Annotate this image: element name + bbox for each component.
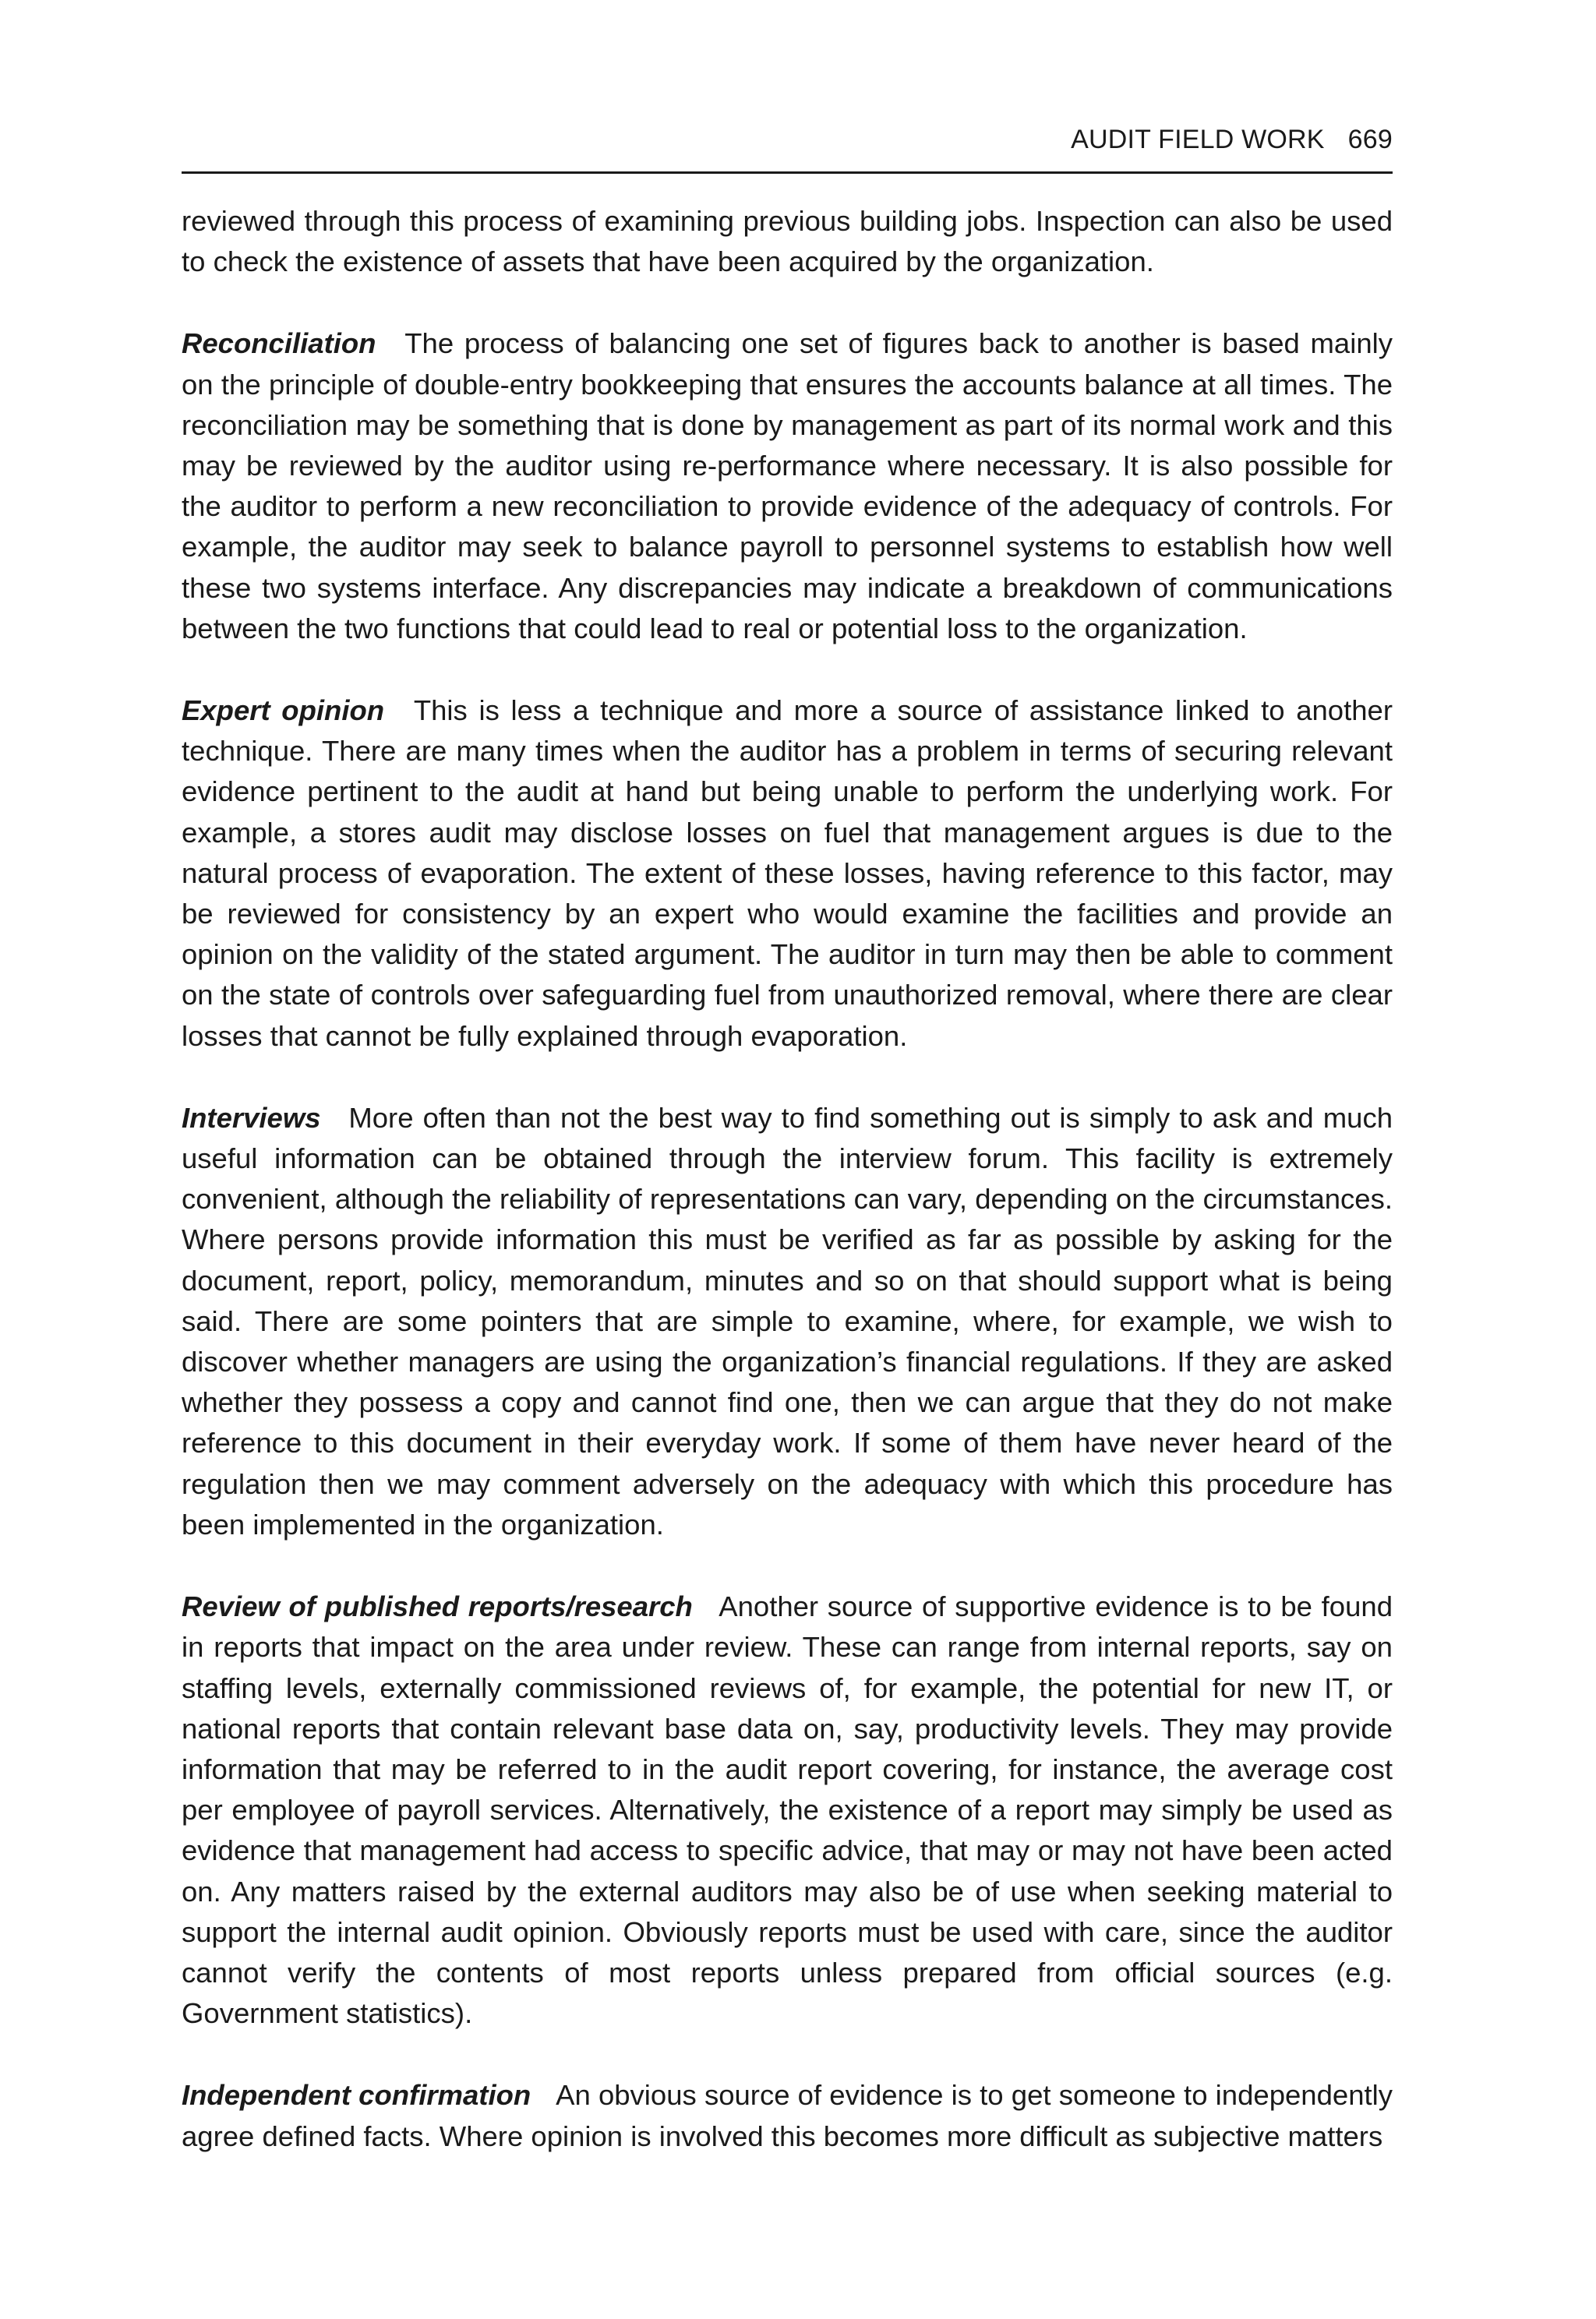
paragraph-continuation [182, 201, 1393, 282]
paragraph-text: More often than not the best way to find something out is simply to ask and much useful information can be obtained through the interview forum. This facility is extremely convenient, although the reliability of representations can vary, depending on the circumstances. Where persons provide information this must be verified as far as possible by asking for the document, report, policy, memorandum, minutes and so on that should support what is being said. There are some pointers that are simple to examine, where, for example, we wish to discover whether managers are using the organization’s financial regulations. If they are asked whether they possess a copy and cannot find one, then we can argue that they do not make reference to this document in their everyday work. If some of them have never heard of the regulation then we may comment adversely on the adequacy with which this procedure has been implemented in the organization. [182, 1101, 1393, 1541]
paragraph-independent-confirmation [182, 2075, 1393, 2156]
paragraph-published-reports [182, 1587, 1393, 2034]
paragraph-interviews [182, 1098, 1393, 1545]
paragraph-text: reviewed through this process of examining previous building jobs. Inspection can also be used to check the existence of assets that have been acquired by the organization. [182, 205, 1393, 278]
paragraph-text: An obvious source of evidence is to get someone to independently agree defined facts. Where opinion is involved this becomes more difficult as subjective matters [182, 2079, 1393, 2152]
paragraph-text: This is less a technique and more a source of assistance linked to another technique. There are many times when the auditor has a problem in terms of securing relevant evidence pertinent to the audit at hand but being unable to perform the underlying work. For example, a stores audit may disclose losses on fuel that management argues is due to the natural process of evaporation. The extent of these losses, having reference to this factor, may be reviewed for consistency by an expert who would examine the facilities and provide an opinion on the validity of the stated argument. The auditor in turn may then be able to comment on the state of controls over safeguarding fuel from unauthorized removal, where there are clear losses that cannot be fully explained through evaporation. [182, 694, 1393, 1052]
section-heading: Review of published reports/research [182, 1590, 693, 1623]
paragraph-text: Another source of supportive evidence is to be found in reports that impact on the area under review. These can range from internal reports, say on staffing levels, externally commissioned reviews of, for example, the potential for new IT, or national reports that contain relevant base data on, say, productivity levels. They may provide information that may be referred to in the audit report covering, for instance, the average cost per employee of payroll services. Alternatively, the existence of a report may simply be used as evidence that management had access to specific advice, that may or may not have been acted on. Any matters raised by the external auditors may also be of use when seeking material to support the internal audit opinion. Obviously reports must be used with care, since the auditor cannot verify the contents of most reports unless prepared from official sources (e.g. Government statistics). [182, 1590, 1393, 2030]
paragraph-text: The process of balancing one set of figures back to another is based mainly on the principle of double-entry bookkeeping that ensures the accounts balance at all times. The reconciliation may be something that is done by management as part of its normal work and this may be reviewed by the auditor using re-performance where necessary. It is also possible for the auditor to perform a new reconciliation to provide evidence of the adequacy of controls. For example, the auditor may seek to balance payroll to personnel systems to establish how well these two systems interface. Any discrepancies may indicate a breakdown of communications between the two functions that could lead to real or potential loss to the organization. [182, 327, 1393, 644]
running-head [1071, 125, 1393, 155]
paragraph-reconciliation [182, 323, 1393, 649]
running-title: AUDIT FIELD WORK [1071, 125, 1325, 154]
section-heading: Reconciliation [182, 327, 376, 360]
paragraph-expert-opinion [182, 690, 1393, 1057]
page-number: 669 [1347, 125, 1393, 154]
section-heading: Expert opinion [182, 694, 385, 727]
section-heading: Interviews [182, 1101, 321, 1134]
body-text [182, 201, 1393, 2157]
page-header [182, 120, 1393, 174]
section-heading: Independent confirmation [182, 2079, 531, 2112]
